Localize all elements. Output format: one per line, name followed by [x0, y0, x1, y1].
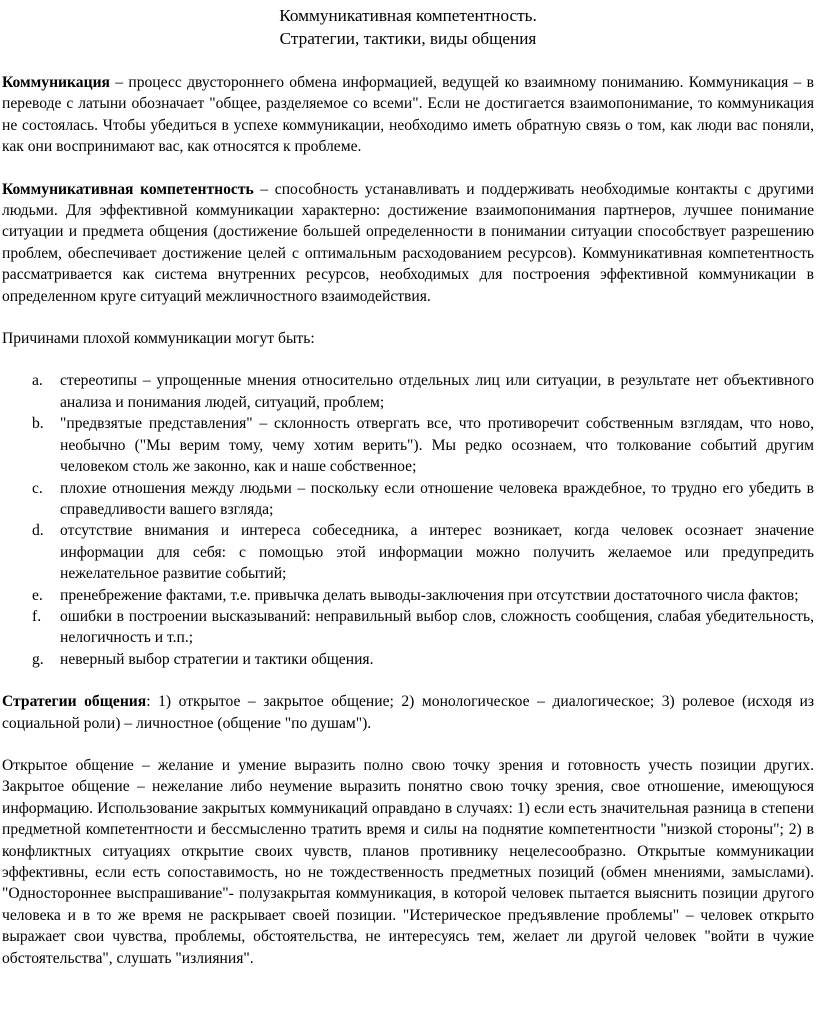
paragraph-competence [2, 179, 814, 307]
causes-list [2, 370, 814, 670]
list-item [2, 478, 814, 521]
paragraph-communication [2, 72, 814, 158]
list-item-text: отсутствие внимания и интереса собеседника, а интерес возникает, когда человек осознает значение информации для себя: с помощью этой информации можно получить желаемое или предупредить нежелательное развитие событий; [60, 522, 814, 583]
term-strategies: Стратегии общения [2, 693, 147, 711]
list-marker: e. [32, 586, 43, 604]
list-item [2, 413, 814, 477]
term-communication: Коммуникация [2, 74, 110, 91]
paragraph-strategies-text: : 1) открытое – закрытое общение; 2) монологическое – диалогическое; 3) ролевое (исходя из социальной роли) – личностное (общение "по душам"). [2, 693, 815, 732]
list-item-text: ошибки в построении высказываний: неправильный выбор слов, сложность сообщения, слабая убедительность, нелогичность и т.п.; [60, 607, 814, 647]
term-competence: Коммуникативная компетентность [2, 180, 254, 198]
causes-intro: Причинами плохой коммуникации могут быть: [2, 330, 315, 348]
paragraph-strategies [2, 691, 814, 734]
list-marker: a. [32, 372, 43, 390]
list-item [2, 606, 814, 649]
paragraph-open-communication: Открытое общение – желание и умение выразить полно свою точку зрения и готовность учесть позиции других. Закрытое общение – нежелание либо неумение выразить понятно свою точку зрения, свое отношение, имеющуюся информацию. Использование закрытых коммуникаций оправдано в случаях: 1) если есть значительная разница в степени предметной компетентности и бессмысленно тратить время и силы на поднятие компетентности "низкой стороны"; 2) в конфликтных ситуациях открытие своих чувств, планов противнику нецелесообразно. Открытые коммуникации эффективны, если есть сопоставимость, но не тождественность предметных позиций (обмен мнениями, замыслами). "Одностороннее выспрашивание"- полузакрытая коммуникация, в которой человек пытается выяснить позиции другого человека и в то же время не раскрывает своей позиции. "Истерическое предъявление проблемы" – человек открыто выражает свои чувства, проблемы, обстоятельства, не интересуясь тем, желает ли другой человек "войти в чужие обстоятельства", слушать "излияния". [2, 756, 814, 967]
list-marker: b. [32, 415, 44, 433]
paragraph-competence-text: – способность устанавливать и поддерживать необходимые контакты с другими людьми. Для эффективной коммуникации характерно: достижение взаимопонимания партнеров, лучшее понимание ситуации и предмета общения (достижение большей определенности в понимании ситуации способствует разрешению проблем, обеспечивает достижение целей с оптимальным расходованием ресурсов). Коммуникативная компетентность рассматривается как система внутренних ресурсов, необходимых для построения эффективной коммуникации в определенном круге ситуаций межличностного взаимодействия. [2, 180, 814, 305]
list-item-text: пренебрежение фактами, т.е. привычка делать выводы-заключения при отсутствии достаточного числа фактов; [60, 586, 799, 604]
list-item-text: неверный выбор стратегии и тактики общения. [60, 650, 374, 668]
list-marker: f. [32, 607, 42, 625]
title-line-1: Коммуникативная компетентность. [279, 6, 537, 25]
list-marker: d. [32, 522, 44, 540]
title-line-2: Стратегии, тактики, виды общения [279, 29, 537, 48]
list-marker: g. [32, 650, 44, 668]
paragraph-communication-text: – процесс двустороннего обмена информацией, ведущей ко взаимному пониманию. Коммуникация – в переводе с латыни обозначает "общее, разделяемое со всеми". Если не достигается взаимопонимание, то коммуникация не состоялась. Чтобы убедиться в успехе коммуникации, необходимо иметь обратную связь о том, как люди вас поняли, как они воспринимают вас, как относятся к проблеме. [2, 74, 814, 156]
list-item-text: стереотипы – упрощенные мнения относительно отдельных лиц или ситуации, в результате нет объективного анализа и понимания людей, ситуаций, проблем; [60, 372, 814, 411]
list-marker: c. [32, 479, 43, 497]
document-title [2, 4, 814, 50]
list-item [2, 370, 814, 413]
list-item [2, 649, 814, 670]
list-item [2, 520, 814, 584]
list-item-text: "предвзятые представления" – склонность отвергать все, что противоречит собственным взглядам, что ново, необычно ("Мы верим тому, чему хотим верить"). Мы редко осознаем, что толкование событий другим человеком столь же законно, как и наше собственное; [60, 415, 814, 476]
list-item-text: плохие отношения между людьми – поскольку если отношение человека враждебное, то трудно его убедить в справедливости вашего взгляда; [60, 479, 814, 518]
list-item [2, 585, 814, 606]
